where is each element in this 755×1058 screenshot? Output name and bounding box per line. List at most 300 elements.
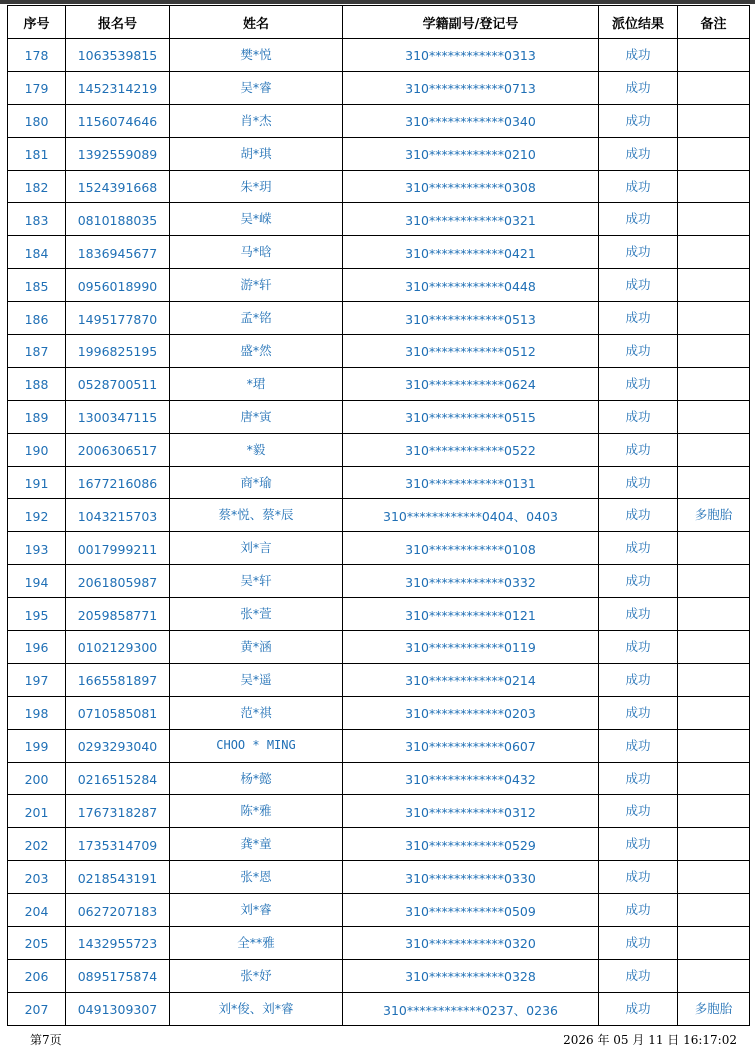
cell-name-text: 刘*睿 xyxy=(240,902,272,918)
cell-name xyxy=(170,433,343,466)
cell-name xyxy=(170,269,343,302)
cell-name-text: 黄*涵 xyxy=(240,638,272,654)
cell-note xyxy=(678,71,750,104)
cell-student-id-text: 310************0515 xyxy=(405,410,536,426)
cell-result xyxy=(599,104,678,137)
table-row xyxy=(8,762,750,795)
cell-note xyxy=(678,335,750,368)
cell-registration-number-text: 2061805987 xyxy=(77,574,158,590)
cell-name xyxy=(170,39,343,72)
cell-result-text: 成功 xyxy=(625,375,651,391)
table-row xyxy=(8,39,750,72)
cell-registration-number xyxy=(66,499,170,532)
cell-result-text: 成功 xyxy=(625,869,651,885)
cell-seq xyxy=(8,302,66,335)
cell-name-text: 蔡*悦、蔡*辰 xyxy=(218,507,294,523)
cell-seq-text: 179 xyxy=(24,81,49,97)
cell-seq-text: 188 xyxy=(24,377,49,393)
cell-student-id xyxy=(343,466,599,499)
cell-note-text: 多胞胎 xyxy=(694,1000,733,1016)
cell-result xyxy=(599,729,678,762)
cell-result xyxy=(599,565,678,598)
print-timestamp: 2026 年 05 月 11 日 16:17:02 xyxy=(563,1033,737,1047)
table-row xyxy=(8,466,750,499)
cell-student-id-text: 310************0330 xyxy=(405,870,536,886)
cell-seq-text: 190 xyxy=(24,443,49,459)
cell-seq xyxy=(8,335,66,368)
cell-result-text: 成功 xyxy=(625,737,651,753)
cell-student-id-text: 310************0328 xyxy=(405,969,536,985)
cell-result xyxy=(599,992,678,1025)
cell-result xyxy=(599,959,678,992)
cell-student-id xyxy=(343,631,599,664)
cell-seq-text: 195 xyxy=(24,607,49,623)
cell-student-id-text: 310************0624 xyxy=(405,377,536,393)
cell-seq xyxy=(8,795,66,828)
cell-registration-number xyxy=(66,203,170,236)
cell-result xyxy=(599,663,678,696)
cell-name xyxy=(170,335,343,368)
cell-note xyxy=(678,631,750,664)
cell-registration-number-text: 0293293040 xyxy=(77,739,158,755)
table-row xyxy=(8,499,750,532)
cell-registration-number xyxy=(66,795,170,828)
cell-seq xyxy=(8,137,66,170)
cell-seq-text: 196 xyxy=(24,640,49,656)
cell-name xyxy=(170,71,343,104)
cell-name-text: 樊*悦 xyxy=(240,46,272,62)
cell-registration-number xyxy=(66,433,170,466)
cell-note xyxy=(678,861,750,894)
cell-student-id xyxy=(343,696,599,729)
cell-result xyxy=(599,466,678,499)
cell-result xyxy=(599,598,678,631)
cell-result-text: 成功 xyxy=(625,770,651,786)
cell-name xyxy=(170,170,343,203)
cell-seq xyxy=(8,236,66,269)
cell-registration-number xyxy=(66,269,170,302)
cell-name-text: 唐*寅 xyxy=(240,408,272,424)
cell-result xyxy=(599,696,678,729)
cell-registration-number xyxy=(66,335,170,368)
cell-registration-number-text: 1524391668 xyxy=(77,180,158,195)
table-row xyxy=(8,532,750,565)
cell-note xyxy=(678,532,750,565)
cell-name-text: 龚*童 xyxy=(240,836,272,852)
cell-name-text: *毅 xyxy=(246,441,266,457)
cell-student-id-text: 310************0512 xyxy=(405,344,536,360)
cell-seq xyxy=(8,631,66,664)
cell-student-id-text: 310************0607 xyxy=(405,739,536,755)
cell-result-text: 成功 xyxy=(625,79,651,95)
cell-registration-number-text: 0810188035 xyxy=(77,212,158,228)
cell-note xyxy=(678,302,750,335)
cell-note xyxy=(678,466,750,499)
cell-name xyxy=(170,663,343,696)
cell-name-text: 范*祺 xyxy=(240,704,272,720)
cell-name-text: 胡*琪 xyxy=(240,145,272,161)
cell-name xyxy=(170,367,343,400)
cell-registration-number-text: 0627207183 xyxy=(77,903,158,919)
cell-result-text: 成功 xyxy=(625,277,651,293)
cell-name xyxy=(170,631,343,664)
cell-note xyxy=(678,959,750,992)
header-name: 姓名 xyxy=(170,6,343,39)
cell-student-id xyxy=(343,400,599,433)
cell-result-text: 成功 xyxy=(625,902,651,918)
cell-seq-text: 180 xyxy=(24,114,49,130)
cell-result xyxy=(599,894,678,927)
cell-seq-text: 194 xyxy=(24,574,49,590)
table-row xyxy=(8,433,750,466)
cell-registration-number xyxy=(66,663,170,696)
cell-student-id-text: 310************0332 xyxy=(405,574,536,590)
cell-name xyxy=(170,137,343,170)
cell-name xyxy=(170,992,343,1025)
cell-registration-number xyxy=(66,828,170,861)
cell-result-text: 成功 xyxy=(625,638,651,654)
cell-name xyxy=(170,499,343,532)
cell-name-text: 张*萱 xyxy=(240,606,272,622)
cell-seq-text: 181 xyxy=(24,147,49,163)
cell-name xyxy=(170,729,343,762)
cell-seq xyxy=(8,894,66,927)
cell-name xyxy=(170,203,343,236)
cell-result-text: 成功 xyxy=(625,46,651,62)
cell-registration-number xyxy=(66,104,170,137)
cell-student-id xyxy=(343,367,599,400)
cell-student-id-text: 310************0713 xyxy=(405,81,536,97)
cell-note xyxy=(678,499,750,532)
header-note: 备注 xyxy=(678,6,750,39)
cell-registration-number-text: 0710585081 xyxy=(77,706,158,722)
cell-registration-number xyxy=(66,466,170,499)
cell-student-id xyxy=(343,795,599,828)
cell-result-text: 成功 xyxy=(625,178,651,194)
cell-name xyxy=(170,828,343,861)
cell-name-text: *珺 xyxy=(246,375,266,391)
cell-student-id xyxy=(343,927,599,960)
cell-student-id xyxy=(343,828,599,861)
cell-name-text: 商*瑜 xyxy=(240,474,272,490)
cell-seq xyxy=(8,565,66,598)
cell-registration-number-text: 0017999211 xyxy=(77,541,158,557)
cell-student-id xyxy=(343,269,599,302)
cell-student-id-text: 310************0404、0403 xyxy=(383,509,558,525)
cell-seq xyxy=(8,959,66,992)
cell-registration-number xyxy=(66,367,170,400)
cell-seq xyxy=(8,400,66,433)
cell-name-text: 吴*遥 xyxy=(240,671,272,687)
cell-seq-text: 198 xyxy=(24,706,49,722)
table-body xyxy=(8,39,750,1026)
cell-registration-number-text: 0528700511 xyxy=(77,377,158,393)
table-row xyxy=(8,170,750,203)
cell-result xyxy=(599,39,678,72)
cell-student-id xyxy=(343,302,599,335)
cell-registration-number-text: 1996825195 xyxy=(77,344,158,360)
cell-note xyxy=(678,39,750,72)
cell-result-text: 成功 xyxy=(625,836,651,852)
cell-name xyxy=(170,927,343,960)
cell-seq xyxy=(8,532,66,565)
cell-registration-number-text: 1392559089 xyxy=(77,147,158,163)
table-row xyxy=(8,663,750,696)
cell-seq xyxy=(8,927,66,960)
cell-registration-number-text: 1665581897 xyxy=(77,673,158,689)
cell-student-id xyxy=(343,729,599,762)
cell-result-text: 成功 xyxy=(625,967,651,983)
cell-name-text: 全**雅 xyxy=(237,934,275,950)
cell-result xyxy=(599,861,678,894)
cell-registration-number xyxy=(66,861,170,894)
cell-result-text: 成功 xyxy=(625,704,651,720)
table-row xyxy=(8,894,750,927)
cell-name-text: 吴*嵘 xyxy=(240,211,272,227)
cell-student-id xyxy=(343,959,599,992)
cell-student-id-text: 310************0214 xyxy=(405,673,536,689)
cell-name xyxy=(170,795,343,828)
cell-result-text: 成功 xyxy=(625,474,651,490)
cell-seq-text: 202 xyxy=(24,837,49,853)
cell-student-id xyxy=(343,565,599,598)
cell-seq xyxy=(8,39,66,72)
table-row xyxy=(8,861,750,894)
cell-seq-text: 207 xyxy=(24,1002,49,1018)
top-edge-bar xyxy=(0,0,755,4)
cell-seq-text: 203 xyxy=(24,870,49,886)
table-row xyxy=(8,795,750,828)
header-seq: 序号 xyxy=(8,6,66,39)
cell-registration-number-text: 0956018990 xyxy=(77,278,158,294)
cell-seq xyxy=(8,104,66,137)
cell-registration-number xyxy=(66,137,170,170)
cell-seq xyxy=(8,269,66,302)
cell-name xyxy=(170,302,343,335)
cell-name-text: 朱*玥 xyxy=(240,178,272,194)
cell-result xyxy=(599,762,678,795)
cell-result-text: 成功 xyxy=(625,342,651,358)
cell-student-id-text: 310************0522 xyxy=(405,443,536,459)
table-row xyxy=(8,696,750,729)
cell-registration-number xyxy=(66,170,170,203)
cell-student-id-text: 310************0529 xyxy=(405,837,536,853)
cell-seq-text: 193 xyxy=(24,541,49,557)
cell-result xyxy=(599,269,678,302)
cell-note xyxy=(678,367,750,400)
cell-result-text: 成功 xyxy=(625,606,651,622)
table-row xyxy=(8,631,750,664)
cell-student-id xyxy=(343,598,599,631)
cell-student-id-text: 310************0513 xyxy=(405,311,536,327)
cell-student-id xyxy=(343,71,599,104)
cell-student-id xyxy=(343,762,599,795)
cell-note xyxy=(678,598,750,631)
cell-result xyxy=(599,433,678,466)
cell-registration-number-text: 1767318287 xyxy=(77,804,158,820)
cell-result xyxy=(599,137,678,170)
cell-student-id-text: 310************0108 xyxy=(405,541,536,557)
table-row xyxy=(8,335,750,368)
cell-result-text: 成功 xyxy=(625,507,651,523)
cell-student-id xyxy=(343,433,599,466)
cell-name xyxy=(170,104,343,137)
cell-registration-number xyxy=(66,992,170,1025)
cell-student-id-text: 310************0321 xyxy=(405,212,536,228)
cell-seq-text: 205 xyxy=(24,936,49,952)
cell-name xyxy=(170,762,343,795)
cell-registration-number-text: 2006306517 xyxy=(77,443,158,459)
cell-seq-text: 183 xyxy=(24,212,49,228)
cell-note xyxy=(678,894,750,927)
table-row xyxy=(8,598,750,631)
cell-registration-number xyxy=(66,894,170,927)
page-number: 第7页 xyxy=(30,1033,62,1047)
cell-student-id xyxy=(343,170,599,203)
cell-student-id xyxy=(343,532,599,565)
cell-seq-text: 184 xyxy=(24,245,49,261)
cell-registration-number xyxy=(66,598,170,631)
cell-seq xyxy=(8,367,66,400)
table-row xyxy=(8,203,750,236)
table-row xyxy=(8,992,750,1025)
cell-registration-number-text: 1836945677 xyxy=(77,245,158,261)
cell-note xyxy=(678,203,750,236)
table-row xyxy=(8,71,750,104)
cell-student-id-text: 310************0210 xyxy=(405,147,536,163)
cell-name xyxy=(170,236,343,269)
cell-result-text: 成功 xyxy=(625,310,651,326)
cell-seq xyxy=(8,499,66,532)
cell-seq-text: 178 xyxy=(24,48,49,64)
cell-seq-text: 187 xyxy=(24,344,49,360)
cell-student-id xyxy=(343,499,599,532)
cell-student-id-text: 310************0448 xyxy=(405,278,536,294)
cell-student-id-text: 310************0121 xyxy=(405,607,536,623)
table-row xyxy=(8,269,750,302)
cell-student-id-text: 310************0509 xyxy=(405,903,536,919)
cell-student-id xyxy=(343,335,599,368)
cell-registration-number xyxy=(66,762,170,795)
cell-name-text: 吴*轩 xyxy=(240,573,272,589)
cell-name-text: 刘*俊、刘*睿 xyxy=(218,1000,294,1016)
cell-registration-number-text: 1452314219 xyxy=(77,81,158,97)
cell-name xyxy=(170,532,343,565)
header-result: 派位结果 xyxy=(599,6,678,39)
cell-result xyxy=(599,367,678,400)
cell-note xyxy=(678,104,750,137)
cell-student-id xyxy=(343,894,599,927)
cell-name xyxy=(170,696,343,729)
cell-seq-text: 204 xyxy=(24,903,49,919)
cell-result-text: 成功 xyxy=(625,1000,651,1016)
cell-name-text: 吴*睿 xyxy=(240,79,272,95)
cell-name-text: 游*轩 xyxy=(240,277,272,293)
cell-student-id-text: 310************0340 xyxy=(405,114,536,130)
cell-result xyxy=(599,302,678,335)
cell-seq xyxy=(8,598,66,631)
table-row xyxy=(8,959,750,992)
cell-seq-text: 186 xyxy=(24,311,49,327)
header-student-id: 学籍副号/登记号 xyxy=(343,6,599,39)
cell-registration-number-text: 0895175874 xyxy=(77,969,158,985)
cell-result-text: 成功 xyxy=(625,145,651,161)
cell-student-id xyxy=(343,39,599,72)
cell-registration-number-text: 1432955723 xyxy=(77,936,158,952)
cell-seq xyxy=(8,71,66,104)
cell-registration-number xyxy=(66,631,170,664)
cell-name-text: 马*晗 xyxy=(240,244,272,260)
cell-seq xyxy=(8,170,66,203)
cell-result-text: 成功 xyxy=(625,671,651,687)
table-row xyxy=(8,137,750,170)
cell-student-id-text: 310************0320 xyxy=(405,936,536,952)
cell-note xyxy=(678,663,750,696)
cell-result xyxy=(599,400,678,433)
header-registration-number: 报名号 xyxy=(66,6,170,39)
cell-name-text: 张*恩 xyxy=(240,869,272,885)
cell-student-id xyxy=(343,861,599,894)
cell-student-id-text: 310************0203 xyxy=(405,706,536,722)
cell-registration-number xyxy=(66,729,170,762)
cell-registration-number-text: 1063539815 xyxy=(77,48,158,64)
cell-result xyxy=(599,203,678,236)
cell-name xyxy=(170,400,343,433)
cell-registration-number xyxy=(66,927,170,960)
cell-student-id-text: 310************0421 xyxy=(405,245,536,261)
table-row xyxy=(8,302,750,335)
cell-name xyxy=(170,598,343,631)
cell-result-text: 成功 xyxy=(625,573,651,589)
cell-note xyxy=(678,828,750,861)
cell-note xyxy=(678,992,750,1025)
cell-note xyxy=(678,170,750,203)
table-row xyxy=(8,828,750,861)
cell-registration-number xyxy=(66,959,170,992)
cell-seq xyxy=(8,762,66,795)
cell-name xyxy=(170,861,343,894)
cell-seq-text: 206 xyxy=(24,969,49,985)
cell-registration-number xyxy=(66,532,170,565)
cell-result xyxy=(599,499,678,532)
cell-registration-number-text: 2059858771 xyxy=(77,607,158,623)
cell-result-text: 成功 xyxy=(625,211,651,227)
cell-result xyxy=(599,828,678,861)
cell-name-text: CHOO * MING xyxy=(216,737,296,752)
table-row xyxy=(8,927,750,960)
cell-note xyxy=(678,433,750,466)
cell-registration-number xyxy=(66,71,170,104)
cell-seq xyxy=(8,992,66,1025)
cell-result xyxy=(599,927,678,960)
cell-seq-text: 182 xyxy=(24,180,49,195)
cell-registration-number-text: 1735314709 xyxy=(77,837,158,853)
cell-seq xyxy=(8,828,66,861)
cell-student-id-text: 310************0131 xyxy=(405,476,536,492)
cell-registration-number xyxy=(66,696,170,729)
table-row xyxy=(8,236,750,269)
cell-result xyxy=(599,532,678,565)
cell-name xyxy=(170,565,343,598)
cell-result xyxy=(599,71,678,104)
cell-student-id xyxy=(343,137,599,170)
cell-note xyxy=(678,400,750,433)
cell-student-id xyxy=(343,663,599,696)
cell-name-text: 孟*铭 xyxy=(240,310,272,326)
cell-seq xyxy=(8,729,66,762)
cell-result xyxy=(599,335,678,368)
cell-registration-number-text: 0491309307 xyxy=(77,1002,158,1018)
